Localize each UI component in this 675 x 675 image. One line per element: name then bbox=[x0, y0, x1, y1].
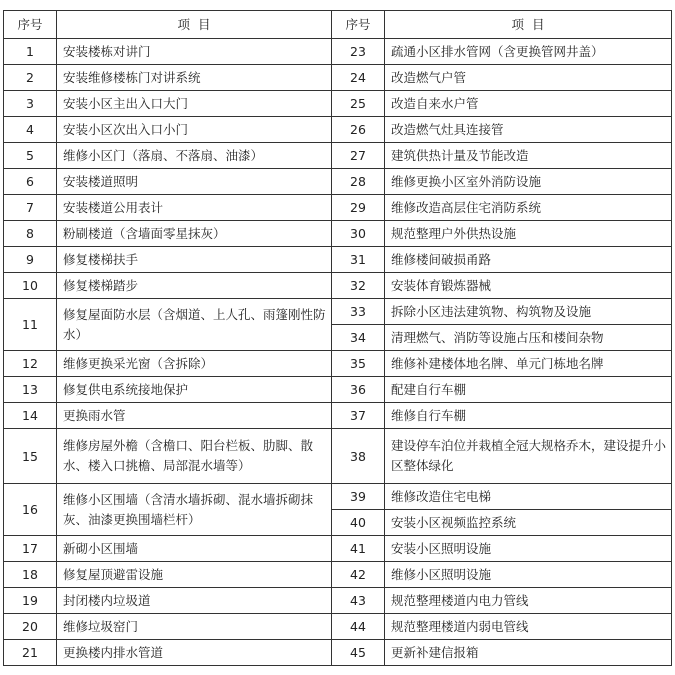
item-text: 维修房屋外檐（含檐口、阳台栏板、肋脚、散水、楼入口挑檐、局部混水墙等） bbox=[57, 429, 332, 484]
item-text: 规范整理户外供热设施 bbox=[385, 221, 672, 247]
item-text: 安装楼道公用表计 bbox=[57, 195, 332, 221]
item-text: 维修小区围墙（含清水墙拆砌、混水墙拆砌抹灰、油漆更换围墙栏杆） bbox=[57, 484, 332, 536]
table-row bbox=[4, 39, 672, 65]
item-text: 维修补建楼体地名牌、单元门栋地名牌 bbox=[385, 351, 672, 377]
item-number: 17 bbox=[4, 536, 57, 562]
item-number: 34 bbox=[332, 325, 385, 351]
item-text: 修复楼梯扶手 bbox=[57, 247, 332, 273]
item-text: 维修小区门（落扇、不落扇、油漆） bbox=[57, 143, 332, 169]
item-text: 安装维修楼栋门对讲系统 bbox=[57, 65, 332, 91]
item-number: 6 bbox=[4, 169, 57, 195]
item-number: 2 bbox=[4, 65, 57, 91]
item-number: 7 bbox=[4, 195, 57, 221]
item-text: 更换雨水管 bbox=[57, 403, 332, 429]
item-number: 15 bbox=[4, 429, 57, 484]
item-number: 38 bbox=[332, 429, 385, 484]
item-text: 新砌小区围墙 bbox=[57, 536, 332, 562]
item-text: 修复楼梯踏步 bbox=[57, 273, 332, 299]
item-number: 1 bbox=[4, 39, 57, 65]
table-row bbox=[4, 195, 672, 221]
item-text: 修复屋顶避雷设施 bbox=[57, 562, 332, 588]
item-number: 37 bbox=[332, 403, 385, 429]
item-text: 规范整理楼道内弱电管线 bbox=[385, 614, 672, 640]
item-number: 43 bbox=[332, 588, 385, 614]
table-row bbox=[4, 614, 672, 640]
item-number: 39 bbox=[332, 484, 385, 510]
item-text: 维修自行车棚 bbox=[385, 403, 672, 429]
item-number: 30 bbox=[332, 221, 385, 247]
header-num-left: 序号 bbox=[4, 11, 57, 39]
item-text: 维修小区照明设施 bbox=[385, 562, 672, 588]
item-number: 24 bbox=[332, 65, 385, 91]
item-text: 安装小区次出入口小门 bbox=[57, 117, 332, 143]
table-row bbox=[4, 536, 672, 562]
item-text: 安装楼道照明 bbox=[57, 169, 332, 195]
header-row bbox=[4, 11, 672, 39]
item-number: 20 bbox=[4, 614, 57, 640]
item-number: 23 bbox=[332, 39, 385, 65]
item-text: 修复屋面防水层（含烟道、上人孔、雨篷刚性防水） bbox=[57, 299, 332, 351]
item-number: 4 bbox=[4, 117, 57, 143]
table-row bbox=[4, 143, 672, 169]
item-number: 12 bbox=[4, 351, 57, 377]
item-number: 27 bbox=[332, 143, 385, 169]
item-text: 粉刷楼道（含墙面零星抹灰） bbox=[57, 221, 332, 247]
item-text: 安装体育锻炼器械 bbox=[385, 273, 672, 299]
item-text: 建设停车泊位并栽植全冠大规格乔木，建设提升小区整体绿化 bbox=[385, 429, 672, 484]
item-number: 18 bbox=[4, 562, 57, 588]
item-number: 9 bbox=[4, 247, 57, 273]
table-row bbox=[4, 377, 672, 403]
item-number: 21 bbox=[4, 640, 57, 666]
item-text: 维修更换采光窗（含拆除） bbox=[57, 351, 332, 377]
item-text: 维修改造住宅电梯 bbox=[385, 484, 672, 510]
item-number: 19 bbox=[4, 588, 57, 614]
item-number: 8 bbox=[4, 221, 57, 247]
item-text: 安装小区视频监控系统 bbox=[385, 510, 672, 536]
table-row bbox=[4, 247, 672, 273]
table-row bbox=[4, 562, 672, 588]
item-text: 更换楼内排水管道 bbox=[57, 640, 332, 666]
table-row bbox=[4, 65, 672, 91]
item-text: 改造燃气户管 bbox=[385, 65, 672, 91]
table-row bbox=[4, 91, 672, 117]
table-row bbox=[4, 351, 672, 377]
item-text: 安装小区照明设施 bbox=[385, 536, 672, 562]
renovation-items-table bbox=[3, 10, 672, 666]
table-row bbox=[4, 299, 672, 325]
item-text: 更新补建信报箱 bbox=[385, 640, 672, 666]
item-text: 维修垃圾窑门 bbox=[57, 614, 332, 640]
item-text: 拆除小区违法建筑物、构筑物及设施 bbox=[385, 299, 672, 325]
item-text: 安装小区主出入口大门 bbox=[57, 91, 332, 117]
item-number: 14 bbox=[4, 403, 57, 429]
item-number: 26 bbox=[332, 117, 385, 143]
item-number: 44 bbox=[332, 614, 385, 640]
table-row bbox=[4, 221, 672, 247]
item-number: 45 bbox=[332, 640, 385, 666]
item-number: 10 bbox=[4, 273, 57, 299]
item-text: 清理燃气、消防等设施占压和楼间杂物 bbox=[385, 325, 672, 351]
item-number: 35 bbox=[332, 351, 385, 377]
header-item-left: 项 目 bbox=[57, 11, 332, 39]
item-text: 修复供电系统接地保护 bbox=[57, 377, 332, 403]
item-number: 11 bbox=[4, 299, 57, 351]
item-text: 疏通小区排水管网（含更换管网井盖） bbox=[385, 39, 672, 65]
item-number: 31 bbox=[332, 247, 385, 273]
item-text: 维修楼间破损甬路 bbox=[385, 247, 672, 273]
item-text: 安装楼栋对讲门 bbox=[57, 39, 332, 65]
item-number: 36 bbox=[332, 377, 385, 403]
table-row bbox=[4, 403, 672, 429]
item-number: 41 bbox=[332, 536, 385, 562]
item-text: 改造自来水户管 bbox=[385, 91, 672, 117]
item-text: 改造燃气灶具连接管 bbox=[385, 117, 672, 143]
item-text: 规范整理楼道内电力管线 bbox=[385, 588, 672, 614]
item-number: 40 bbox=[332, 510, 385, 536]
item-number: 5 bbox=[4, 143, 57, 169]
table-row bbox=[4, 169, 672, 195]
header-num-right: 序号 bbox=[332, 11, 385, 39]
table-row bbox=[4, 429, 672, 484]
table-row bbox=[4, 588, 672, 614]
item-text: 建筑供热计量及节能改造 bbox=[385, 143, 672, 169]
table-row bbox=[4, 273, 672, 299]
item-number: 3 bbox=[4, 91, 57, 117]
item-number: 16 bbox=[4, 484, 57, 536]
item-number: 42 bbox=[332, 562, 385, 588]
item-number: 33 bbox=[332, 299, 385, 325]
item-text: 封闭楼内垃圾道 bbox=[57, 588, 332, 614]
item-number: 29 bbox=[332, 195, 385, 221]
item-text: 维修改造高层住宅消防系统 bbox=[385, 195, 672, 221]
item-text: 配建自行车棚 bbox=[385, 377, 672, 403]
item-number: 32 bbox=[332, 273, 385, 299]
table-row bbox=[4, 117, 672, 143]
item-number: 25 bbox=[332, 91, 385, 117]
table-row bbox=[4, 484, 672, 510]
item-number: 13 bbox=[4, 377, 57, 403]
item-number: 28 bbox=[332, 169, 385, 195]
header-item-right: 项 目 bbox=[385, 11, 672, 39]
item-text: 维修更换小区室外消防设施 bbox=[385, 169, 672, 195]
table-row bbox=[4, 640, 672, 666]
